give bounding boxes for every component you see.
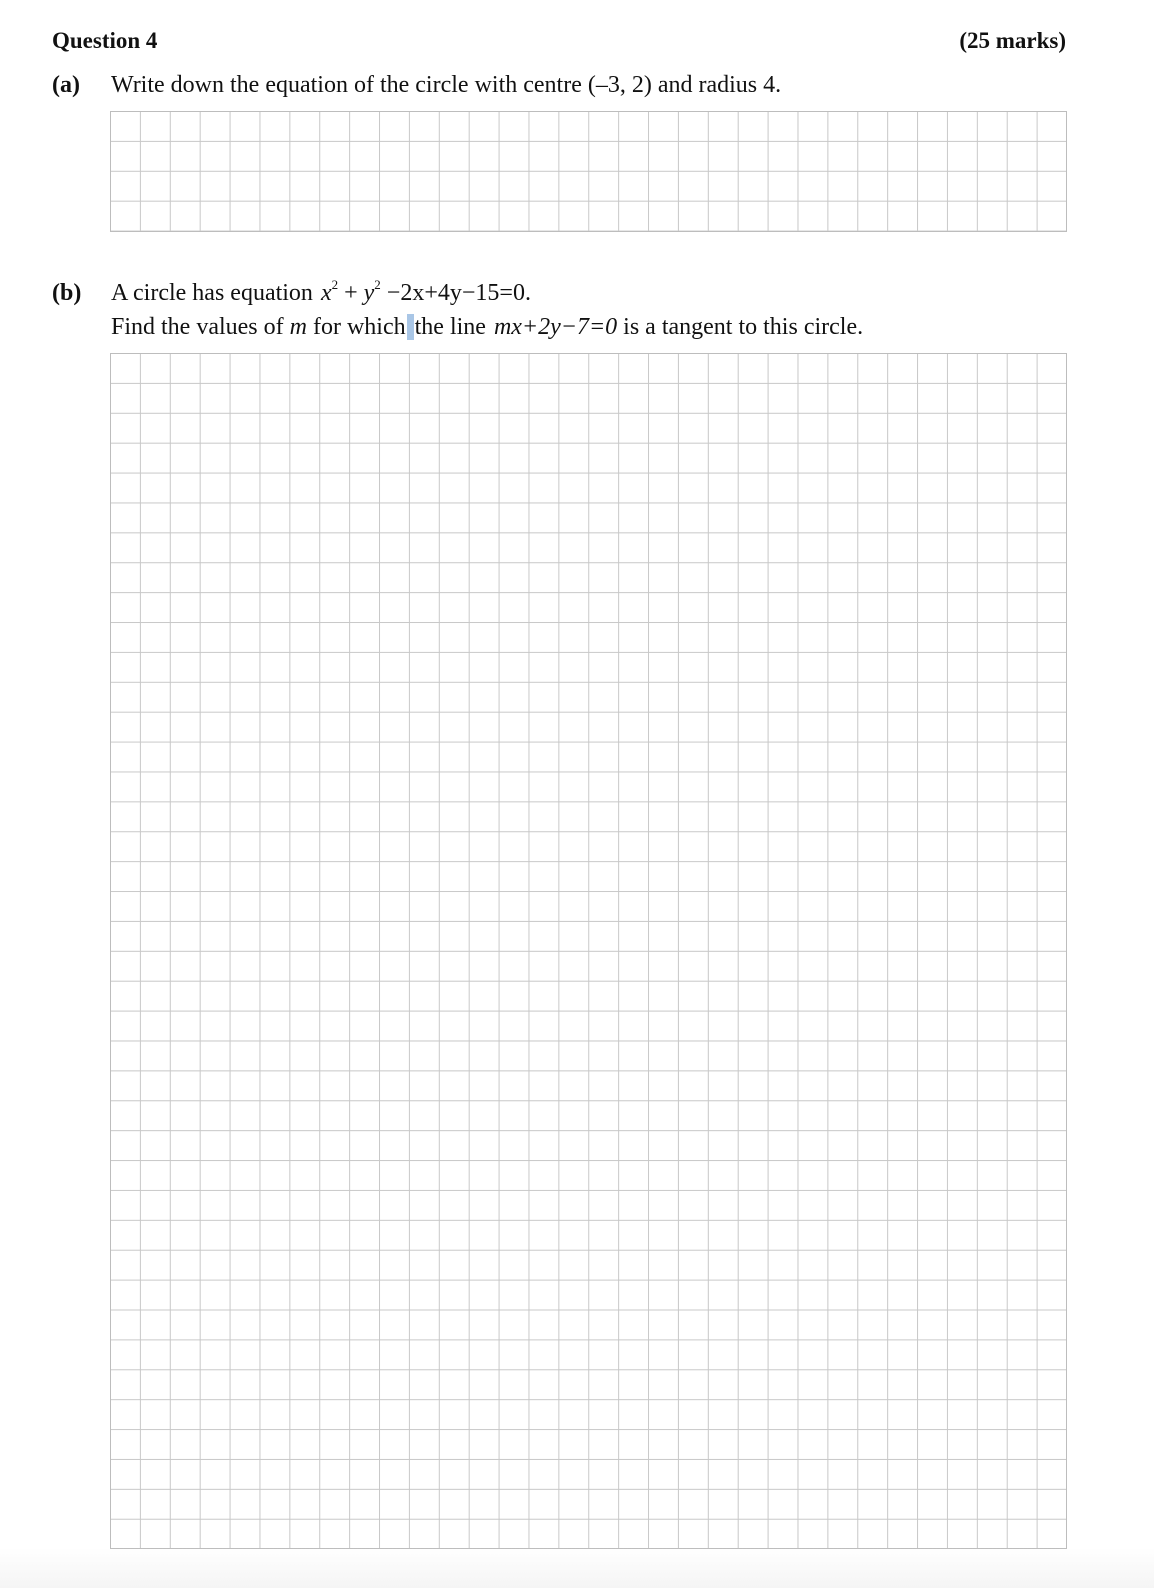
part-a-text: Write down the equation of the circle with centre (–3, 2) and radius 4. xyxy=(111,72,782,98)
question-marks: (25 marks) xyxy=(959,28,1066,53)
answer-grid-a[interactable] xyxy=(110,111,1067,232)
part-b-label: (b) xyxy=(52,280,82,306)
part-b-line1 xyxy=(111,277,531,307)
question-title: Question 4 xyxy=(52,28,158,53)
answer-grid-b[interactable] xyxy=(110,353,1067,1549)
page-bottom-shadow xyxy=(0,1548,1154,1588)
part-b-intro: A circle has equation xyxy=(111,280,313,306)
line-equation: mx+2y−7=0 xyxy=(493,314,618,340)
part-a-label: (a) xyxy=(52,72,80,98)
circle-equation: $x^2 + y^2 -2x+4y-15=0$. xyxy=(320,277,531,306)
variable-m: m xyxy=(289,314,307,340)
part-b-line2: Find the values of m for which the line mx+2y−7=0 is a tangent to this circle. xyxy=(111,314,864,340)
text-cursor xyxy=(407,314,414,340)
